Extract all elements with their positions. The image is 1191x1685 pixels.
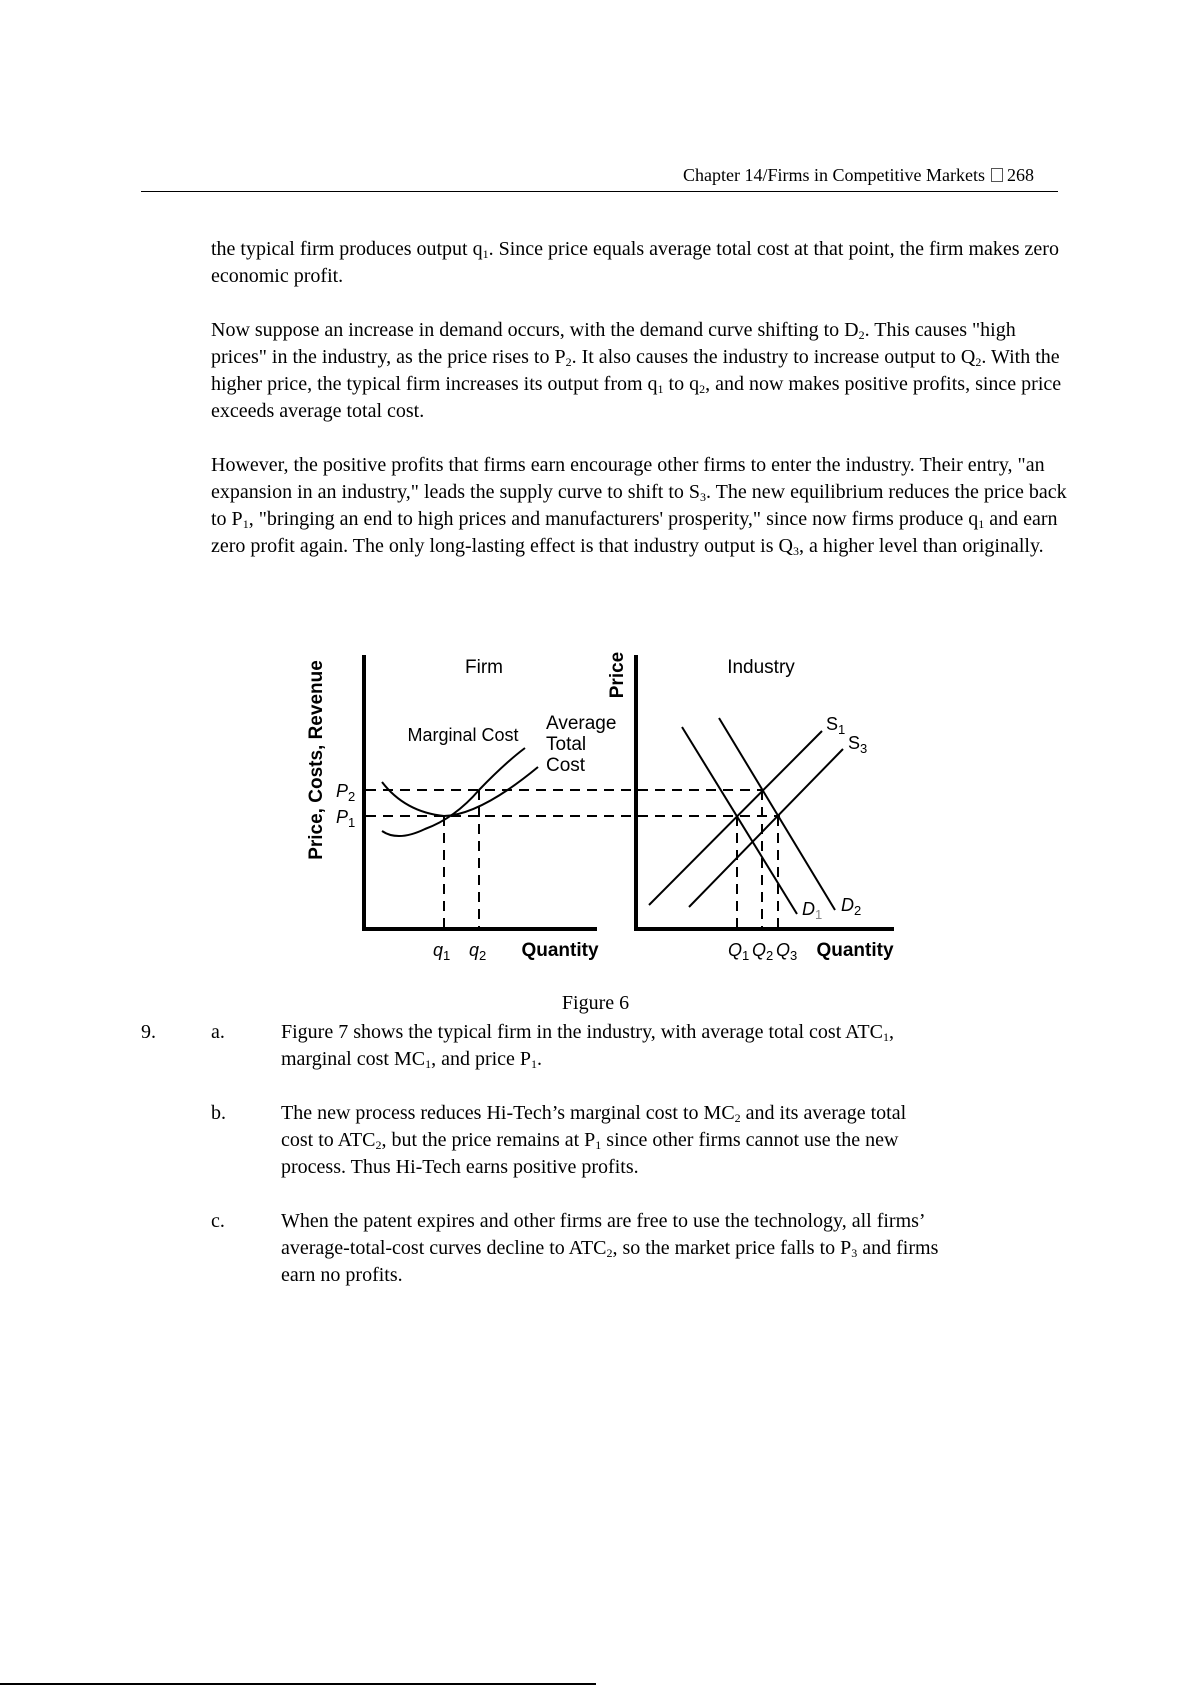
subscript: 1	[657, 382, 664, 396]
subscript: 2	[375, 1138, 382, 1152]
text-run: , and now makes positive profits, since price exceeds average total cost.	[211, 373, 1062, 422]
subscript: 1	[531, 1057, 538, 1071]
text-run: . It also causes the industry to increase output to Q	[571, 346, 976, 368]
text-run: cost to ATC	[281, 1129, 376, 1151]
text-run: ,	[888, 1021, 894, 1043]
subscript: 1	[882, 1030, 889, 1044]
question-number: 9.	[141, 1021, 156, 1043]
item-letter: c.	[211, 1210, 225, 1232]
subscript: 2	[565, 355, 572, 369]
text-run: , and price P	[431, 1048, 532, 1070]
Q3-label: $Q_3$	[776, 940, 798, 963]
text-run: . This causes "high prices" in the industry, as the price rises to P	[211, 319, 1016, 368]
item-line	[281, 1100, 1081, 1127]
text-run: However, the positive profits that firms earn encourage other firms to enter the industry. Their entry, "an expansion in an industry," leads the supply curve to shift to S	[211, 454, 1045, 503]
item-text	[281, 1100, 1081, 1181]
Q2-label: $Q_2$	[752, 940, 774, 963]
text-run: average-total-cost curves decline to ATC	[281, 1237, 607, 1259]
firm-x-axis-label: Quantity	[521, 940, 599, 961]
firm-y-axis-label: Price, Costs, Revenue	[306, 660, 327, 860]
subscript: 1	[978, 517, 985, 531]
text-run: to q	[663, 373, 700, 395]
atc-label-line-3: Cost	[546, 755, 586, 776]
text-run: marginal cost MC	[281, 1048, 426, 1070]
Q1-label: $Q_1$	[728, 940, 750, 963]
item-line	[281, 1235, 1081, 1262]
subscript: 2	[699, 382, 706, 396]
text-run: and firms	[857, 1237, 939, 1259]
item-line	[281, 1127, 1081, 1154]
q2-label: $q_2$	[469, 940, 487, 963]
subscript: 1	[425, 1057, 432, 1071]
text-run: . With the higher price, the typical firm increases its output from q	[211, 346, 1060, 395]
text-run: When the patent expires and other firms are free to use the technology, all firms’	[281, 1210, 926, 1232]
item-text	[281, 1208, 1081, 1289]
item-line	[281, 1208, 1081, 1235]
subscript: 2	[975, 355, 982, 369]
item-letter: a.	[211, 1021, 225, 1043]
industry-y-axis-label: Price	[607, 651, 628, 699]
subscript: 3	[700, 490, 707, 504]
item-letter: b.	[211, 1102, 226, 1124]
item-line	[281, 1046, 1081, 1073]
text-run: , "bringing an end to high prices and manufacturers' prosperity," since now firms produce q	[248, 508, 979, 530]
atc-label-line-1: Average	[546, 713, 617, 734]
industry-title: Industry	[727, 657, 795, 678]
p1-label: $P_1$	[336, 807, 356, 830]
text-run: process. Thus Hi-Tech earns positive profits.	[281, 1156, 639, 1178]
q1-label: $q_1$	[433, 940, 451, 963]
text-run: Now suppose an increase in demand occurs, with the demand curve shifting to D	[211, 319, 859, 341]
subscript: 3	[851, 1246, 858, 1260]
figure-caption: Figure 6	[561, 992, 630, 1014]
text-run: Figure 7 shows the typical firm in the industry, with average total cost ATC	[281, 1021, 883, 1043]
text-run: and earn zero profit again. The only long-lasting effect is that industry output is Q	[211, 508, 1058, 557]
marginal-cost-label: Marginal Cost	[407, 725, 519, 745]
item-line	[281, 1154, 1081, 1181]
text-run: the typical firm produces output q	[211, 238, 483, 260]
text-run: The new process reduces Hi-Tech’s marginal cost to MC	[281, 1102, 735, 1124]
firm-panel	[306, 655, 634, 963]
text-run: , a higher level than originally.	[798, 535, 1044, 557]
subscript: 2	[734, 1111, 741, 1125]
subscript: 1	[242, 517, 249, 531]
demand-curve-d1	[682, 727, 797, 914]
item-line	[281, 1019, 1081, 1046]
industry-x-axis-label: Quantity	[816, 940, 894, 961]
text-run: . The new equilibrium reduces the price back to P	[211, 481, 1067, 530]
subscript: 2	[606, 1246, 613, 1260]
d2-label: $D_2$	[841, 895, 862, 918]
subscript: 3	[792, 544, 799, 558]
text-run: , so the market price falls to P	[612, 1237, 852, 1259]
subscript: 1	[595, 1138, 602, 1152]
text-run: , but the price remains at P	[381, 1129, 596, 1151]
subscript: 2	[858, 328, 865, 342]
industry-panel	[607, 652, 894, 963]
text-run: . Since price equals average total cost at that point, the firm makes zero economic profit.	[211, 238, 1059, 287]
s1-label: $S_1$	[826, 714, 846, 737]
chapter-title: Chapter 14/Firms in Competitive Markets	[683, 165, 985, 185]
p2-label: $P_2$	[336, 781, 356, 804]
text-run: earn no profits.	[281, 1264, 403, 1286]
text-run: and its average total	[740, 1102, 907, 1124]
atc-label-line-2: Total	[546, 734, 587, 755]
item-text	[281, 1019, 1081, 1073]
item-line	[281, 1262, 1081, 1289]
subscript: 1	[482, 247, 489, 261]
page-number: 268	[1007, 165, 1034, 185]
s3-label: $S_3$	[848, 733, 868, 756]
text-run: .	[537, 1048, 543, 1070]
supply-curve-s1	[649, 731, 822, 905]
d1-label: $D_1$	[802, 899, 823, 922]
firm-title: Firm	[465, 657, 503, 678]
text-run: since other firms cannot use the new	[601, 1129, 899, 1151]
